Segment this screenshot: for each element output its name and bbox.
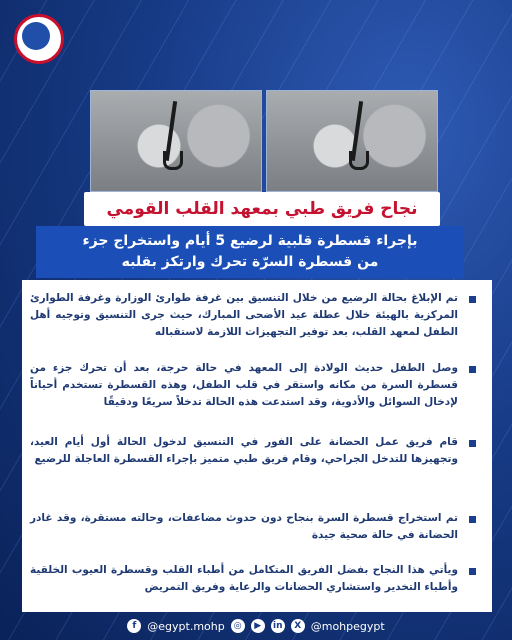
subheadline-box [36, 226, 464, 278]
bullet-square-icon [469, 440, 476, 447]
xray-image-right [266, 90, 438, 192]
handle-right[interactable]: @mohpegypt [310, 619, 385, 633]
youtube-icon[interactable]: ▶ [251, 619, 265, 633]
bullet-item: قام فريق عمل الحضانة على الفور في التنسيق لدخول الحالة أول أيام العيد، وتجهيزها للتدخل الجراحي، وقام فريق طبي متميز بإجراء القسطرة العاجلة للرضيع [30, 434, 476, 468]
bullet-item: تم استخراج قسطرة السرة بنجاح دون حدوث مضاعفات، وحالته مستقرة، وقد غادر الحضانة في حالة صحية جيدة [30, 510, 476, 544]
bullet-square-icon [469, 296, 476, 303]
subheadline-line-2: من قسطرة السرّة تحرك وارتكز بقلبه [121, 254, 379, 270]
facebook-icon[interactable]: f [127, 619, 141, 633]
logo-family-emblem [22, 22, 50, 50]
handle-left[interactable]: @egypt.mohp [147, 619, 225, 633]
content-panel [22, 280, 492, 612]
bullet-square-icon [469, 568, 476, 575]
bullet-item: ويأتي هذا النجاح بفضل الفريق المتكامل من أطباء القلب وقسطرة العيوب الخلقية وأطباء التخدير واستشاري الحضانات والرعاية وفريق التمريض [30, 562, 476, 596]
headline-box [84, 192, 440, 226]
bullet-item: وصل الطفل حديث الولادة إلى المعهد في حالة حرجة، بعد أن تحرك جزء من قسطرة السرة من مكانه واستقر في قلب الطفل، وهذه القسطرة تستخدم أحياناً لإدخال السوائل والأدوية، وقد استدعت هذه الحالة تدخلاً سريعًا ودقيقًا [30, 360, 476, 411]
bullet-square-icon [469, 516, 476, 523]
xray-image-left [90, 90, 262, 192]
linkedin-icon[interactable]: in [271, 619, 285, 633]
bullet-item: تم الإبلاغ بحالة الرضيع من خلال التنسيق بين غرفة طوارئ الوزارة وغرفة الطوارئ المركزية بالهيئة خلال عطلة عيد الأضحى المبارك، حيث جرى التنسيق وتوجيه أهل الطفل لمعهد القلب، بعد توفير التجهيزات اللازمة لاستقباله [30, 290, 476, 341]
subheadline-line-1: بإجراء قسطرة قلبية لرضيع 5 أيام واستخراج جزء [82, 233, 418, 249]
headline: نجاح فريق طبي بمعهد القلب القومي [106, 199, 418, 219]
x-icon[interactable]: X [291, 619, 305, 633]
bullet-square-icon [469, 366, 476, 373]
ministry-logo [14, 14, 64, 78]
social-footer [0, 612, 512, 640]
instagram-icon[interactable]: ◎ [231, 619, 245, 633]
